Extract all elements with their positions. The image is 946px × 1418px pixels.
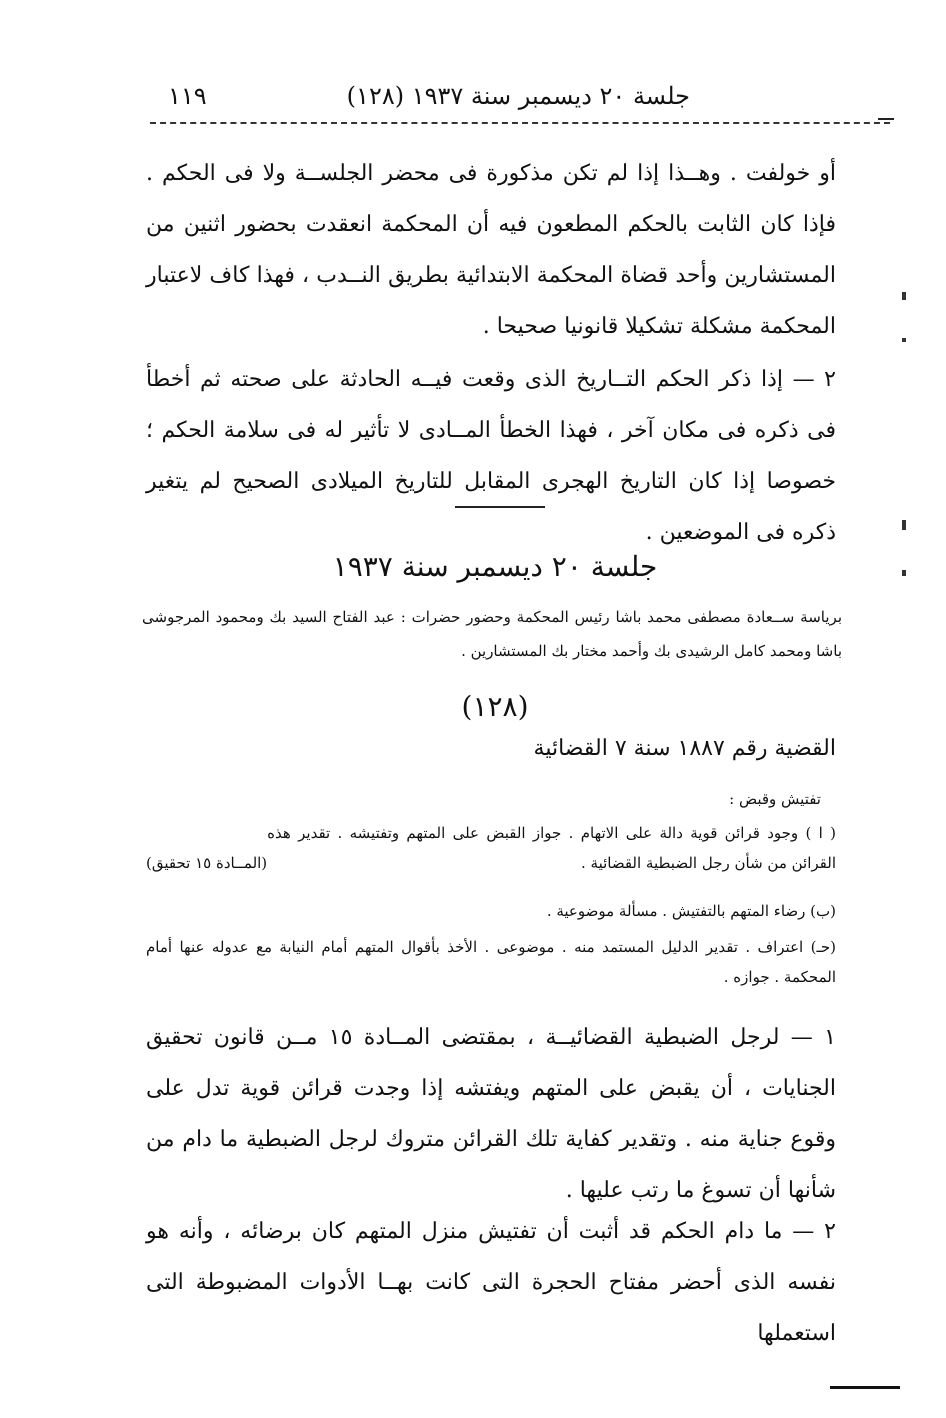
summary-item-c: (حـ) اعتراف . تقدير الدليل المستمد منه . موضوعى . الأخذ بأقوال المتهم أمام النيابة مع عدوله عنها أمام المحكمة . جوازه .: [146, 938, 836, 986]
summary-a-text: ( ا ) وجود قرائن قوية دالة على الاتهام . جواز القبض على المتهم وتفتيشه . تقدير هذه القرائن من شأن رجل الضبطية القضائية .: [267, 824, 836, 872]
summary-item-b: (ب) رضاء المتهم بالتفتيش . مسألة موضوعية .: [546, 902, 836, 920]
header-rule: [150, 122, 890, 124]
header-title: جلسة ٢٠ ديسمبر سنة ١٩٣٧ (١٢٨): [346, 82, 690, 110]
section-divider: [455, 506, 545, 508]
paragraph-continuation: أو خولفت . وهــذا إذا لم تكن مذكورة فى محضر الجلســة ولا فى الحكم . فإذا كان الثابت بالحكم المطعون فيه أن المحكمة انعقدت بحضور اثنين من المستشارين وأحد قضاة المحكمة الابتدائية بطريق النــدب ، فهذا كاف لاعتبار المحكمة مشكلة تشكيلا قانونيا صحيحا .: [146, 161, 836, 339]
topic-label: تفتيش وقبض :: [729, 790, 821, 808]
footer-rule: [830, 1386, 900, 1389]
article-reference: (المــادة ١٥ تحقيق): [146, 854, 268, 872]
margin-mark: [902, 520, 906, 530]
session-title: جلسة ٢٠ ديسمبر سنة ١٩٣٧: [332, 550, 658, 583]
margin-mark: [902, 570, 906, 576]
case-title: القضية رقم ١٨٨٧ سنة ٧ القضائية: [533, 736, 836, 761]
paragraph-ruling-1: ١ — لرجل الضبطية القضائيــة ، بمقتضى المــادة ١٥ مــن قانون تحقيق الجنايات ، أن يقبض على المتهم ويفتشه إذا وجدت قرائن قوية تدل على وقوع جناية منه . وتقدير كفاية تلك القرائن متروك لرجل الضبطية ما دام من شأنها أن تسوغ ما رتب عليها .: [146, 1025, 836, 1203]
running-header: [150, 78, 690, 118]
margin-mark: [878, 118, 894, 120]
paragraph-ruling-2: ٢ — ما دام الحكم قد أثبت أن تفتيش منزل المتهم كان برضائه ، وأنه هو نفسه الذى أحضر مفتاح الحجرة التى كانت بهــا الأدوات المضبوطة التى استعملها: [146, 1219, 836, 1346]
summary-item-a: [146, 818, 836, 878]
margin-mark: [902, 292, 906, 300]
case-number: (١٢٨): [461, 690, 529, 723]
paragraph-principle-2: ٢ — إذا ذكر الحكم التــاريخ الذى وقعت فيــه الحادثة على صحته ثم أخطأ فى ذكره فى مكان آخر ، فهذا الخطأ المــادى لا تأثير له فى سلامة الحكم ؛ خصوصا إذا كان التاريخ الهجرى المقابل للتاريخ الميلادى الصحيح لم يتغير ذكره فى الموضعين .: [146, 367, 836, 545]
page-number: ١١٩: [168, 82, 207, 110]
session-presidency: برياسة ســعادة مصطفى محمد باشا رئيس المحكمة وحضور حضرات : عبد الفتاح السيد بك ومحمود المرجوشى باشا ومحمد كامل الرشيدى بك وأحمد مختار بك المستشارين .: [142, 608, 842, 660]
margin-mark: [902, 338, 906, 342]
